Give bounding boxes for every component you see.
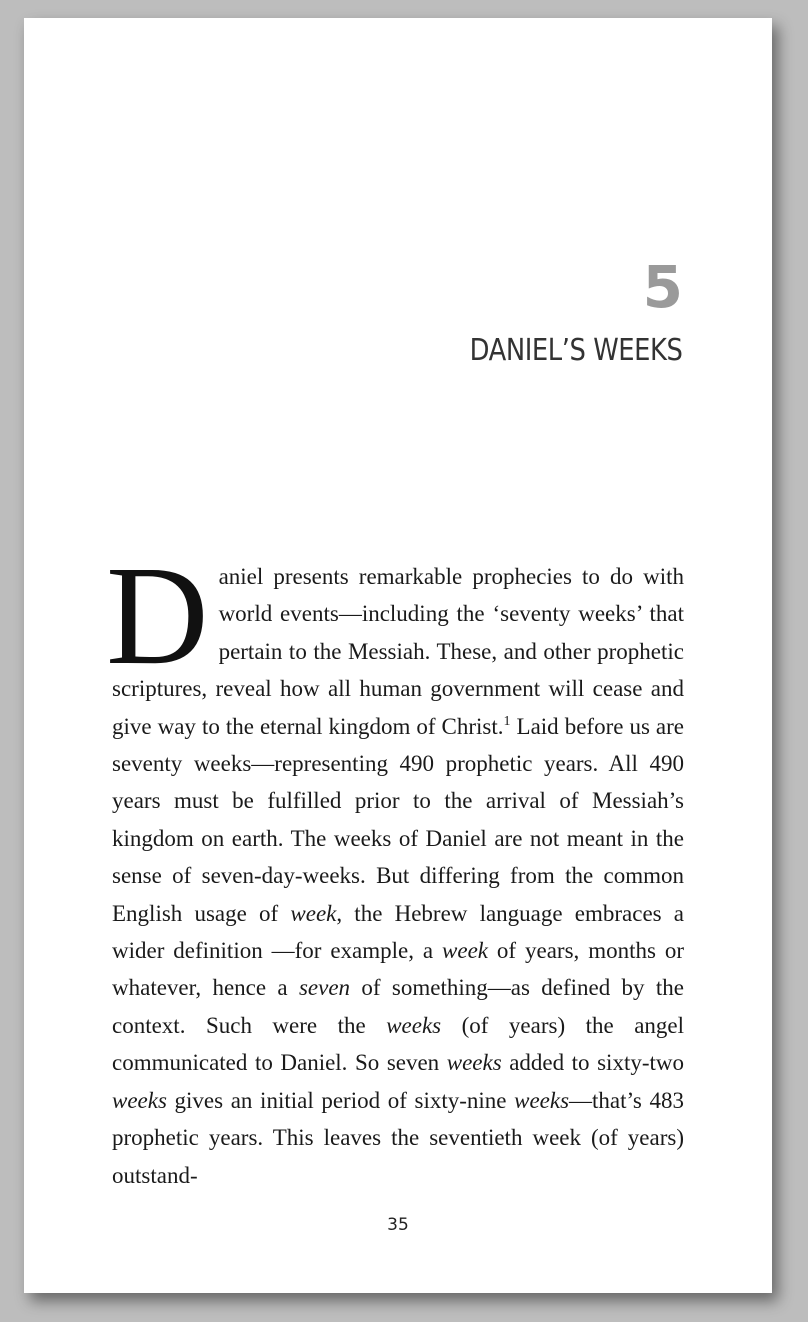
italic-term: week [290,900,337,926]
body-text [106,536,685,1194]
body-segment: of years, months or whatever, hence a [112,938,684,1001]
chapter-title: DANIEL’S WEEKS [469,333,682,368]
italic-term: weeks [112,1087,167,1113]
italic-term: weeks [514,1087,570,1113]
chapter-number: 5 [642,253,684,321]
body-segment: aniel presents remarkable prophecies to do with world events—including the ‘seventy weeks’ that pertain to the Messiah. These, and other prophetic scriptures, reveal how all human government will cease and give way to the eternal kingdom of Christ. [112,564,684,739]
body-segment: , the Hebrew language embraces a wider definition —for example, a [112,900,685,964]
body-paragraph [106,536,685,1194]
body-segment: added to sixty-two [501,1050,684,1076]
drop-cap: D [106,536,209,694]
body-segment: (of years) the angel communicated to Daniel. So seven [112,1012,684,1076]
body-segment: —that’s 483 prophetic years. This leaves the seventieth week (of years) outstand- [112,1087,684,1188]
page-number: 35 [387,1215,409,1235]
body-segment: of something—as defined by the context. Such were the [112,975,684,1038]
body-segment: Laid before us are seventy weeks—representing 490 prophetic years. All 490 years must be fulfilled prior to the arrival of Messiah’s kingdom on earth. The weeks of Daniel are not meant in the sense of seven-day-weeks. But differing from the common English usage of [112,713,684,926]
italic-term: week [442,938,489,964]
italic-term: seven [298,975,351,1001]
italic-term: weeks [386,1012,442,1038]
book-page [24,18,772,1293]
italic-term: weeks [446,1050,502,1076]
body-segment: gives an initial period of sixty-nine [166,1087,515,1113]
footnote-marker: 1 [503,713,511,729]
